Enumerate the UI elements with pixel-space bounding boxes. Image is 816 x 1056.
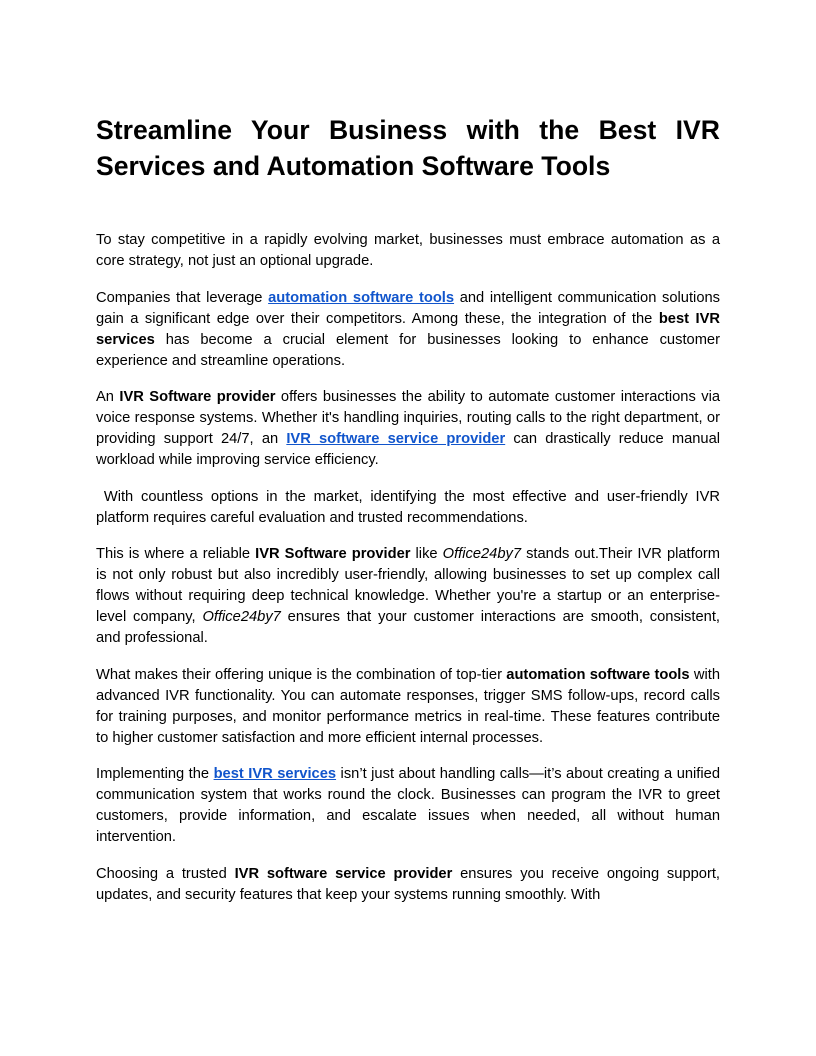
bold-text: best IVR services — [96, 310, 720, 348]
text: This is where a reliable — [96, 546, 256, 562]
text: offers businesses the ability to automate customer interactions via voice response systems. Whether it's handling inquiries, routing calls to the right department, or providing support 24/7, an — [96, 389, 720, 447]
italic-text: Office24by7 — [202, 609, 281, 625]
text: isn’t just about handling calls—it’s about creating a unified communication system that works round the clock. Businesses can program the IVR to greet customers, provide information, and escalate issues when needed, all without human intervention. — [96, 766, 720, 845]
paragraph-intro: To stay competitive in a rapidly evolving market, businesses must embrace automation as a core strategy, not just an optional upgrade. — [96, 232, 720, 269]
paragraph-choosing — [96, 864, 720, 906]
bold-text: automation software tools — [506, 666, 690, 683]
text: like — [410, 546, 443, 562]
text: has become a crucial element for businesses looking to enhance customer experience and streamline operations. — [96, 331, 720, 369]
italic-text: Office24by7 — [442, 546, 522, 562]
text: An — [96, 389, 120, 405]
text: ensures you receive ongoing support, updates, and security features that keep your systems running smoothly. With — [96, 865, 721, 903]
paragraph-unique-offering — [96, 665, 720, 749]
automation-software-tools-link[interactable]: automation software tools — [268, 289, 455, 306]
text: can drastically reduce manual workload while improving service efficiency. — [96, 431, 721, 468]
paragraph-office24by7 — [96, 544, 720, 649]
bold-text: IVR Software provider — [255, 546, 411, 562]
text: What makes their offering unique is the combination of top-tier — [96, 666, 507, 683]
text: With countless options in the market, identifying the most effective and user-friendly IVR platform requires careful evaluation and trusted recommendations. — [96, 488, 720, 526]
text: stands out.Their IVR platform is not only robust but also incredibly user-friendly, allowing businesses to set up complex call flows without requiring deep technical knowledge. Whether you're a startup or an enterprise-level company, — [96, 546, 720, 625]
paragraph-options — [96, 487, 720, 529]
bold-text: IVR Software provider — [119, 389, 276, 405]
text: with advanced IVR functionality. You can automate responses, trigger SMS follow-ups, record calls for training purposes, and monitor performance metrics in real-time. These features contribute to higher customer satisfaction and more efficient internal processes. — [96, 666, 720, 746]
text: ensures that your customer interactions are smooth, consistent, and professional. — [96, 609, 720, 646]
text: Implementing the — [96, 766, 214, 782]
text: Choosing a trusted — [96, 865, 235, 882]
text: and intelligent communication solutions gain a significant edge over their competitors. Among these, the integration of the — [96, 289, 720, 327]
ivr-software-service-provider-link[interactable]: IVR software service provider — [286, 431, 506, 447]
paragraph-automation — [96, 288, 720, 372]
document-title: Streamline Your Business with the Best IVR Services and Automation Software Tools — [96, 115, 720, 181]
paragraph-ivr-provider — [96, 387, 720, 471]
best-ivr-services-link[interactable]: best IVR services — [213, 766, 337, 782]
bold-text: IVR software service provider — [234, 865, 453, 882]
paragraph-implementing — [96, 764, 720, 848]
text: Companies that leverage — [96, 289, 269, 306]
